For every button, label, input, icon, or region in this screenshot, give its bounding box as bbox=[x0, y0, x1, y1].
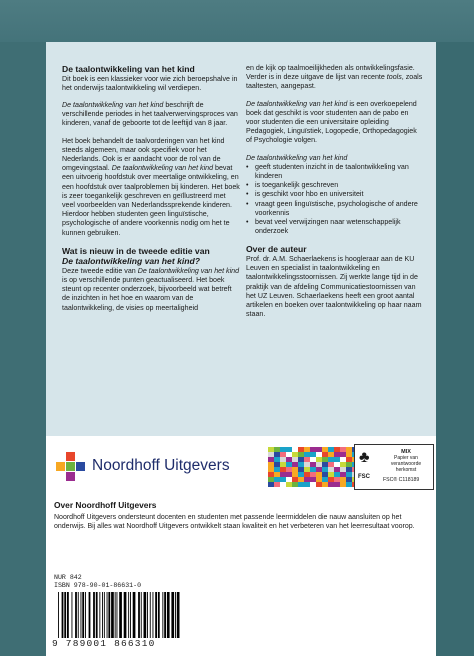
fsc-label bbox=[354, 444, 434, 490]
publisher-about-area bbox=[46, 496, 436, 656]
periods-text: beschrijft de verschillende periodes in het taalverwervingsproces van kinderen, vanaf de geboorte tot de leeftijd van 8 jaar. bbox=[62, 100, 238, 128]
author-paragraph: Prof. dr. A.M. Schaerlaekens is hoogleraar aan de KU Leuven en specialist in taalontwikkeling en taalontwikkelingsstoornissen. Zij werkte lange tijd in de praktijk van de afdeling Communicatiestoornissen van het UZ Leuven. Schaerlaekens heeft een groot aantal artikelen en boeken over taalontwikkeling op haar naam staan. bbox=[246, 254, 422, 319]
new-edition-text-a: Deze tweede editie van bbox=[62, 266, 138, 275]
fsc-mix: MIX bbox=[401, 449, 411, 455]
new-edition-paragraph bbox=[62, 267, 240, 313]
blurb-right-column bbox=[246, 64, 424, 327]
feature-list bbox=[246, 163, 424, 237]
audience-text: is een overkoepelend boek dat geschikt is voor studenten aan de pabo en voor studenten die een universitaire opleiding Pedagogiek, Linguïstiek, Logopedie, Orthopedagogiek of Psychologie volgen. bbox=[246, 99, 417, 145]
fsc-mix-block bbox=[383, 449, 429, 473]
feature-list-title: De taalontwikkeling van het kind bbox=[246, 153, 348, 162]
cover-top-band bbox=[0, 0, 474, 42]
isbn-code: ISBN 978-90-01-86631-0 bbox=[54, 582, 142, 589]
tools-italic: tools bbox=[386, 73, 402, 82]
fsc-line2: verantwoorde herkomst bbox=[390, 461, 422, 473]
audience-paragraph bbox=[246, 100, 424, 146]
intro-paragraph: Dit boek is een klassieker voor wie zich beroepshalve in het onderwijs taalontwikkeling wil verdiepen. bbox=[62, 74, 238, 92]
cover-spine-strip bbox=[436, 42, 474, 656]
heading-book-title: De taalontwikkeling van het kind bbox=[62, 64, 195, 74]
isbn-block bbox=[54, 574, 141, 590]
fsc-line1: Papier van bbox=[394, 455, 418, 461]
fsc-tree-icon: ♣ bbox=[359, 449, 370, 466]
content-text-b: bevat een uitvoerig hoofdstuk over meertalige ontwikkeling, en een hoofdstuk over taalproblemen bij kinderen. Het boek is zeer toegankelijk geschreven en geïllustreerd met veel voorbeelden van Nederlandssprekende kinderen. Hierdoor hebben studenten geen linguïstische, psychologische of andere voorkennis nodig om het te kunnen gebruiken. bbox=[62, 164, 240, 237]
book-title-italic: De taalontwikkeling van het kind bbox=[246, 99, 348, 108]
book-title-italic: De taalontwikkeling van het kind bbox=[137, 266, 240, 275]
new-edition-text-b: is op verschillende punten geactualiseerd. Het boek steunt op recenter onderzoek, bijvoorbeeld wat betreft de inzichten in het hoe en waarom van de taalontwikkeling, de visies op meertaligheid bbox=[62, 275, 232, 312]
continuation-paragraph bbox=[246, 64, 424, 92]
periods-paragraph bbox=[62, 101, 240, 129]
blurb-left-column bbox=[62, 64, 240, 321]
book-title-italic: De taalontwikkeling van het kind bbox=[111, 164, 214, 173]
continuation-text-b: , zoals taaltesten, aangepast. bbox=[246, 73, 423, 91]
barcode bbox=[54, 592, 184, 638]
feature-item: • vraagt geen linguïstische, psychologische of andere voorkennis bbox=[246, 200, 424, 218]
publisher-name: Noordhoff Uitgevers bbox=[92, 457, 230, 474]
noordhoff-logo-icon bbox=[56, 452, 86, 482]
heading-new-edition: Wat is nieuw in de tweede editie van bbox=[62, 245, 210, 256]
feature-item: • is geschikt voor hbo en universiteit bbox=[246, 190, 424, 199]
fsc-code: FSC® C118189 bbox=[383, 477, 420, 483]
fsc-text: FSC bbox=[358, 474, 370, 480]
feature-item: • geeft studenten inzicht in de taalontwikkeling van kinderen bbox=[246, 163, 424, 181]
feature-item: • bevat veel verwijzingen naar wetenschappelijk onderzoek bbox=[246, 218, 424, 236]
content-paragraph bbox=[62, 137, 240, 238]
continuation-text-a: en de kijk op taalmoeilijkheden als ontwikkelingsfasie. Verder is in deze uitgave de lijst van recente bbox=[246, 64, 415, 82]
heading-about-author: Over de auteur bbox=[246, 244, 307, 255]
barcode-digits: 9 789001 866310 bbox=[52, 638, 156, 649]
publisher-logo-row bbox=[46, 436, 436, 496]
blurb-panel bbox=[46, 42, 436, 436]
nur-code: NUR 842 bbox=[54, 574, 82, 581]
about-heading: Over Noordhoff Uitgevers bbox=[54, 500, 157, 510]
book-title-italic: De taalontwikkeling van het kind bbox=[62, 100, 164, 109]
about-text: Noordhoff Uitgevers ondersteunt docenten en studenten met passende leermiddelen die nauw aansluiten op het onderwijs. Bij alles wat Noordhoff Uitgevers ontwikkelt staan kwaliteit en het verbeteren van het leerresultaat voorop. bbox=[54, 514, 415, 531]
content-text-a: Het boek behandelt de taalvorderingen van het kind steeds algemeen, maar ook specifiek voor het Nederlands. Ook is er aandacht voor de rol van de omgevingstaal. bbox=[62, 136, 225, 173]
heading-new-edition-title: De taalontwikkeling van het kind? bbox=[62, 256, 201, 267]
feature-item: • is toegankelijk geschreven bbox=[246, 181, 424, 190]
